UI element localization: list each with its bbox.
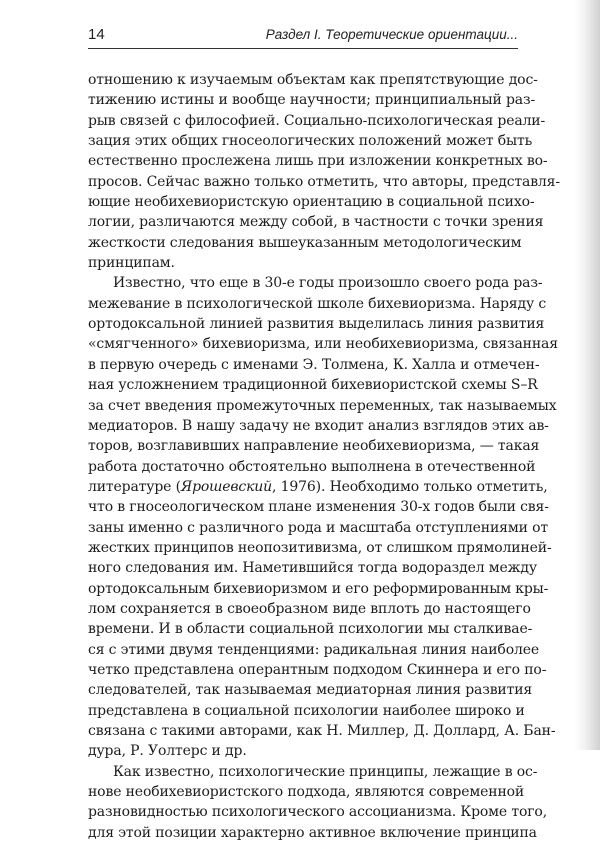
text-line: для этой позиции характерно активное включение принципа xyxy=(88,824,537,841)
text-line: связана с такими авторами, как Н. Миллер, Д. Доллард, А. Бан- xyxy=(88,723,556,739)
text-line: лом сохраняется в своеобразном виде вплоть до настоящего xyxy=(88,600,531,617)
text-line xyxy=(88,477,548,497)
text-line: представлена в социальной психологии наиболее широко и xyxy=(88,702,525,719)
text-line: работа достаточно обстоятельно выполнена в отечественной xyxy=(88,458,536,475)
text-line: четко представлена оперантным подходом Скиннера и его по- xyxy=(88,661,547,678)
text-line-end: , 1976). Необходимо только отметить, xyxy=(272,478,548,495)
text-line: в первую очередь с именами Э. Толмена, К. Халла и отмечен- xyxy=(88,356,540,373)
text-line: ортодоксальной линией развития выделилась линия развития xyxy=(88,316,545,333)
text-line: ного следования им. Наметившийся тогда водораздел между xyxy=(88,560,537,577)
page-number: 14 xyxy=(88,26,105,43)
text-line: заны именно с различного рода и масштаба отступлениями от xyxy=(88,519,548,536)
page-edge-shadow xyxy=(574,0,600,750)
running-head: Раздел I. Теоретические ориентации... xyxy=(265,27,518,42)
text-line: ортодоксальным бихевиоризмом и его реформированным кры- xyxy=(88,580,549,597)
text-line: дура, Р. Уолтерс и др. xyxy=(88,743,247,760)
text-line: ная усложнением традиционной бихевиористской схемы S–R xyxy=(88,377,538,394)
text-line: за счет введения промежуточных переменных, так называемых xyxy=(88,397,557,414)
page-header xyxy=(88,22,518,49)
text-line: логии, различаются между собой, в частности с точки зрения xyxy=(88,214,544,231)
text-line: ющие необихевиористскую ориентацию в социальной психо- xyxy=(88,194,535,211)
text-line: отношению к изучаемым объектам как препятствующие дос- xyxy=(88,72,538,88)
text-line: времени. И в области социальной психологии мы сталкивае- xyxy=(88,621,533,638)
text-line: жесткости следования вышеуказанным методологическим xyxy=(88,234,522,251)
text-line: принципам. xyxy=(88,255,175,272)
text-line: торов, возглавивших направление необихевиоризма, — такая xyxy=(88,438,540,455)
text-line: следователей, так называемая медиаторная линия развития xyxy=(88,682,533,699)
text-line: просов. Сейчас важно только отметить, что авторы, представля- xyxy=(88,173,560,190)
text-line: «смягченного» бихевиоризма, или необихевиоризма, связанная xyxy=(88,336,558,353)
text-line: нове необихевиористского подхода, являются современной xyxy=(88,784,525,801)
text-line: естественно прослежена лишь при изложении конкретных во- xyxy=(88,153,548,170)
text-line: разновидностью психологического ассоцианизма. Кроме того, xyxy=(88,804,547,821)
text-line: медиаторов. В нашу задачу не входит анализ взглядов этих ав- xyxy=(88,417,549,434)
text-line: рыв связей с философией. Социально-психологическая реали- xyxy=(88,112,546,129)
text-line: что в гносеологическом плане изменения 30-х годов были свя- xyxy=(88,499,549,516)
text-line-start: литературе ( xyxy=(88,478,181,495)
cited-author: Ярошевский xyxy=(180,478,273,495)
text-line: жестких принципов неопозитивизма, от слишком прямолиней- xyxy=(88,539,552,556)
text-line: Как известно, психологические принципы, лежащие в ос- xyxy=(113,763,538,780)
text-line: Известно, что еще в 30-е годы произошло своего рода раз- xyxy=(113,275,543,292)
body-text xyxy=(88,70,560,843)
text-line: межевание в психологической школе бихевиоризма. Наряду с xyxy=(88,295,547,312)
text-line: зация этих общих гносеологических положений может быть xyxy=(88,133,533,150)
text-line: тижению истины и вообще научности; принципиальный раз- xyxy=(88,92,536,109)
text-line: ся с этими двумя тенденциями: радикальная линия наиболее xyxy=(88,641,539,658)
